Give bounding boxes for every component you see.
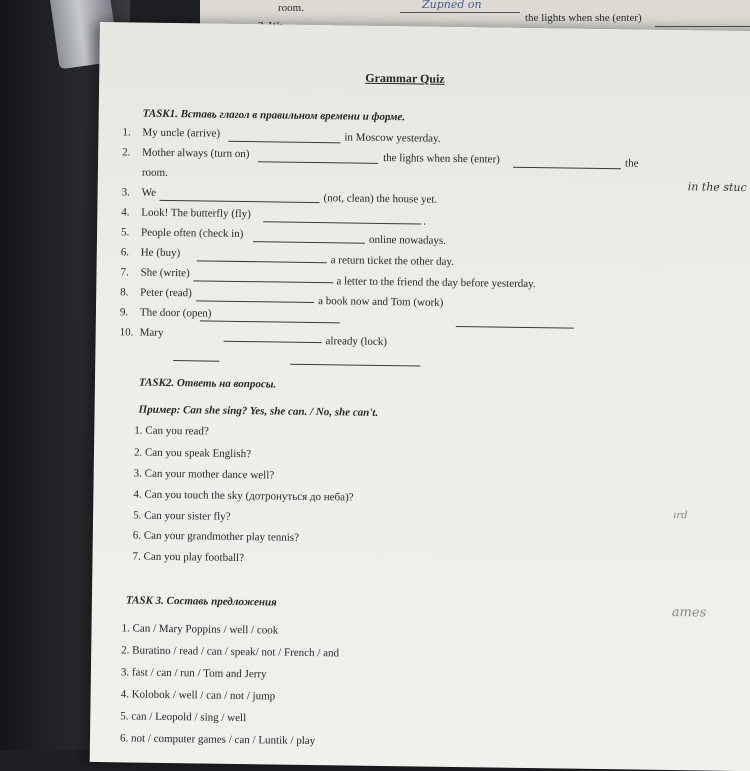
under-handwriting: Zupned on (422, 0, 482, 11)
task1-item-text: He (buy) (140, 246, 181, 260)
task1-item-text: a letter to the friend the day before yesterday. (336, 275, 536, 291)
task3-item: 1. Can / Mary Poppins / well / cook (121, 622, 279, 637)
answer-blank[interactable] (196, 300, 314, 303)
under-room: room. (278, 2, 304, 14)
task2-question: 4. Can you touch the sky (дотронуться до неба)? (133, 488, 354, 504)
task1-item-num: 7. (120, 266, 129, 279)
answer-blank[interactable] (253, 241, 365, 244)
task1-item-text: Mother always (turn on) (142, 146, 250, 161)
task3-item: 4. Kolobok / well / can / not / jump (120, 688, 276, 703)
answer-blank[interactable] (197, 260, 327, 263)
task1-item-text: a return ticket the other day. (330, 254, 455, 268)
task1-item-num: 8. (120, 286, 129, 299)
task1-item-text: My uncle (arrive) (142, 126, 221, 140)
task1-item-num: 6. (120, 246, 130, 259)
task3-item: 6. not / computer games / can / Luntik / play (119, 732, 316, 748)
task2-question: 3. Can your mother dance well? (133, 467, 275, 482)
task3-item: 2. Buratino / read / can / speak/ not / French / and (121, 644, 340, 660)
answer-blank[interactable] (173, 360, 219, 362)
task1-item-num: 1. (122, 126, 131, 139)
task1-item-text: She (write) (140, 266, 190, 280)
task1-item-text: a book now and Tom (work) (318, 295, 444, 309)
task3-item: 5. can / Leopold / sing / well (120, 710, 247, 725)
page-title: Grammar Quiz (365, 70, 445, 86)
task1-item-text: Peter (read) (140, 286, 192, 300)
task1-heading: TASK1. Вставь глагол в правильном времени и форме. (142, 107, 406, 124)
task1-item-text: online nowadays. (368, 233, 447, 247)
task1-item-text: (not, clean) the house yet. (323, 192, 438, 206)
answer-blank[interactable] (224, 341, 322, 343)
under-lights: the lights when she (enter) (525, 12, 642, 24)
under-blank (400, 12, 520, 13)
task1-item-text: . (423, 215, 427, 228)
answer-blank[interactable] (160, 200, 320, 203)
margin-note-study: in the stuc (687, 180, 747, 195)
quiz-sheet (90, 22, 750, 771)
task2-question: 7. Can you play football? (132, 550, 245, 565)
task2-question: 6. Can your grandmother play tennis? (132, 529, 300, 544)
task3-heading: TASK 3. Составь предложения (125, 594, 277, 609)
task1-item-text: in Moscow yesterday. (344, 131, 441, 145)
task1-item-text: the (624, 157, 639, 170)
answer-blank[interactable] (258, 161, 378, 164)
task1-item-num: 2. (122, 146, 131, 159)
task1-item-num: 5. (120, 226, 130, 239)
task1-item-text: the lights when she (enter) (383, 151, 500, 166)
task2-question: 2. Can you speak English? (133, 446, 252, 461)
task2-question: 1. Can you read? (134, 424, 209, 438)
task1-item-text: We (141, 186, 157, 199)
task2-question: 5. Can your sister fly? (133, 509, 231, 523)
margin-scribble: ames (671, 605, 707, 621)
task1-item-num: 10. (119, 326, 134, 339)
answer-blank[interactable] (513, 167, 621, 170)
answer-blank[interactable] (263, 221, 421, 224)
answer-blank[interactable] (200, 320, 340, 323)
task1-item-text: already (lock) (325, 335, 388, 349)
task1-item-text: Mary (139, 326, 164, 339)
task1-item-text: The door (open) (139, 306, 212, 320)
task1-item-num: 9. (119, 306, 129, 319)
task1-item-text: Look! The butterfly (fly) (141, 206, 251, 221)
margin-scribble: ırd (673, 510, 688, 522)
answer-blank[interactable] (228, 141, 340, 144)
under-blank-2 (655, 26, 750, 27)
answer-blank[interactable] (193, 280, 333, 283)
task3-item: 3. fast / can / run / Tom and Jerry (120, 666, 267, 681)
task1-item-num: 4. (121, 206, 130, 219)
answer-blank[interactable] (456, 326, 574, 329)
task1-item-text: People often (check in) (140, 226, 244, 241)
task1-item-text: room. (141, 166, 168, 179)
task1-item-num: 3. (121, 186, 130, 199)
answer-blank[interactable] (290, 364, 420, 367)
task2-heading: TASK2. Ответь на вопросы. (138, 376, 277, 391)
task2-example: Пример: Can she sing? Yes, she can. / No, she can't. (138, 403, 379, 419)
